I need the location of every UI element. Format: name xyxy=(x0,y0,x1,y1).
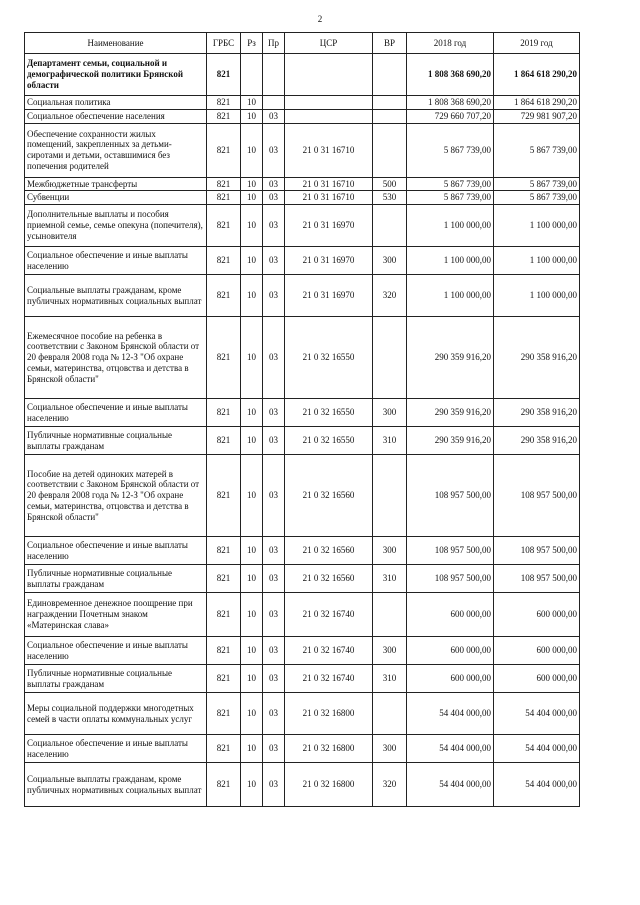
col-header-vr: ВР xyxy=(373,33,407,54)
cell-2018: 5 867 739,00 xyxy=(407,123,494,177)
cell-vr xyxy=(373,54,407,96)
cell-name: Социальное обеспечение и иные выплаты населению xyxy=(25,399,207,427)
cell-name: Пособие на детей одиноких матерей в соответствии с Законом Брянской области от 20 февраля 2008 года № 12-З "Об охране семьи, материнства, отцовства и детства в Брянской области" xyxy=(25,455,207,537)
table-row xyxy=(25,275,580,317)
cell-2018: 54 404 000,00 xyxy=(407,763,494,807)
table-body xyxy=(25,54,580,807)
cell-csr xyxy=(285,109,373,123)
cell-pr: 03 xyxy=(263,177,285,191)
cell-rz: 10 xyxy=(241,275,263,317)
table-row xyxy=(25,123,580,177)
cell-grbs: 821 xyxy=(207,205,241,247)
cell-name: Дополнительные выплаты и пособия приемной семье, семье опекуна (попечителя), усыновителя xyxy=(25,205,207,247)
cell-vr xyxy=(373,123,407,177)
cell-grbs: 821 xyxy=(207,191,241,205)
cell-grbs: 821 xyxy=(207,109,241,123)
cell-csr: 21 0 31 16970 xyxy=(285,275,373,317)
cell-pr: 03 xyxy=(263,637,285,665)
table-row xyxy=(25,205,580,247)
cell-vr: 320 xyxy=(373,763,407,807)
table-row xyxy=(25,455,580,537)
cell-vr: 310 xyxy=(373,427,407,455)
cell-2018: 1 100 000,00 xyxy=(407,275,494,317)
cell-grbs: 821 xyxy=(207,763,241,807)
cell-grbs: 821 xyxy=(207,317,241,399)
header-row xyxy=(25,33,580,54)
col-header-grbs: ГРБС xyxy=(207,33,241,54)
cell-pr xyxy=(263,96,285,110)
cell-csr: 21 0 31 16710 xyxy=(285,123,373,177)
cell-name: Социальные выплаты гражданам, кроме публичных нормативных социальных выплат xyxy=(25,763,207,807)
cell-vr: 320 xyxy=(373,275,407,317)
cell-name: Единовременное денежное поощрение при награждении Почетным знаком «Материнская слава» xyxy=(25,593,207,637)
cell-name: Публичные нормативные социальные выплаты гражданам xyxy=(25,427,207,455)
cell-pr: 03 xyxy=(263,537,285,565)
cell-name: Социальное обеспечение и иные выплаты населению xyxy=(25,537,207,565)
col-header-csr: ЦСР xyxy=(285,33,373,54)
cell-vr: 530 xyxy=(373,191,407,205)
cell-name: Публичные нормативные социальные выплаты гражданам xyxy=(25,565,207,593)
cell-2019: 1 100 000,00 xyxy=(494,247,580,275)
cell-pr: 03 xyxy=(263,693,285,735)
cell-grbs: 821 xyxy=(207,735,241,763)
cell-vr: 500 xyxy=(373,177,407,191)
cell-csr: 21 0 32 16550 xyxy=(285,427,373,455)
col-header-2018: 2018 год xyxy=(407,33,494,54)
cell-csr xyxy=(285,96,373,110)
cell-2018: 290 359 916,20 xyxy=(407,399,494,427)
col-header-name: Наименование xyxy=(25,33,207,54)
page-number: 2 xyxy=(317,14,323,24)
cell-2019: 5 867 739,00 xyxy=(494,191,580,205)
table-row xyxy=(25,191,580,205)
table-row xyxy=(25,399,580,427)
cell-2018: 108 957 500,00 xyxy=(407,565,494,593)
cell-grbs: 821 xyxy=(207,177,241,191)
cell-pr: 03 xyxy=(263,247,285,275)
cell-2019: 1 864 618 290,20 xyxy=(494,54,580,96)
cell-csr: 21 0 32 16560 xyxy=(285,565,373,593)
cell-rz: 10 xyxy=(241,399,263,427)
cell-rz: 10 xyxy=(241,427,263,455)
cell-grbs: 821 xyxy=(207,593,241,637)
cell-2018: 600 000,00 xyxy=(407,665,494,693)
cell-2018: 108 957 500,00 xyxy=(407,537,494,565)
cell-rz: 10 xyxy=(241,191,263,205)
col-header-pr: Пр xyxy=(263,33,285,54)
cell-csr xyxy=(285,54,373,96)
col-header-rz: Рз xyxy=(241,33,263,54)
cell-vr xyxy=(373,593,407,637)
cell-2018: 5 867 739,00 xyxy=(407,191,494,205)
cell-grbs: 821 xyxy=(207,427,241,455)
cell-rz: 10 xyxy=(241,109,263,123)
cell-2018: 1 100 000,00 xyxy=(407,247,494,275)
cell-grbs: 821 xyxy=(207,275,241,317)
cell-2019: 54 404 000,00 xyxy=(494,763,580,807)
cell-name: Ежемесячное пособие на ребенка в соответствии с Законом Брянской области от 20 февраля 2008 года № 12-З "Об охране семьи, материнства, отцовства и детства в Брянской области" xyxy=(25,317,207,399)
cell-rz: 10 xyxy=(241,637,263,665)
cell-name: Социальное обеспечение и иные выплаты населению xyxy=(25,637,207,665)
cell-2018: 1 808 368 690,20 xyxy=(407,54,494,96)
cell-rz: 10 xyxy=(241,317,263,399)
cell-2019: 1 864 618 290,20 xyxy=(494,96,580,110)
cell-vr xyxy=(373,205,407,247)
cell-2019: 729 981 907,20 xyxy=(494,109,580,123)
cell-pr: 03 xyxy=(263,455,285,537)
table-row xyxy=(25,96,580,110)
cell-pr: 03 xyxy=(263,665,285,693)
cell-vr xyxy=(373,109,407,123)
table-row xyxy=(25,537,580,565)
cell-csr: 21 0 31 16970 xyxy=(285,205,373,247)
cell-pr: 03 xyxy=(263,275,285,317)
cell-pr: 03 xyxy=(263,109,285,123)
cell-name: Социальная политика xyxy=(25,96,207,110)
cell-pr: 03 xyxy=(263,593,285,637)
cell-rz: 10 xyxy=(241,205,263,247)
table-row xyxy=(25,593,580,637)
cell-name: Социальное обеспечение населения xyxy=(25,109,207,123)
cell-2019: 54 404 000,00 xyxy=(494,735,580,763)
cell-name: Субвенции xyxy=(25,191,207,205)
cell-2019: 108 957 500,00 xyxy=(494,565,580,593)
cell-grbs: 821 xyxy=(207,96,241,110)
cell-csr: 21 0 31 16710 xyxy=(285,177,373,191)
cell-2019: 5 867 739,00 xyxy=(494,177,580,191)
cell-2019: 290 358 916,20 xyxy=(494,399,580,427)
cell-2019: 290 358 916,20 xyxy=(494,427,580,455)
cell-csr: 21 0 32 16550 xyxy=(285,317,373,399)
table-row xyxy=(25,317,580,399)
table-row xyxy=(25,735,580,763)
cell-rz: 10 xyxy=(241,96,263,110)
cell-pr: 03 xyxy=(263,399,285,427)
cell-name: Меры социальной поддержки многодетных семей в части оплаты коммунальных услуг xyxy=(25,693,207,735)
cell-vr: 300 xyxy=(373,735,407,763)
cell-2018: 54 404 000,00 xyxy=(407,693,494,735)
cell-2019: 54 404 000,00 xyxy=(494,693,580,735)
cell-name: Социальные выплаты гражданам, кроме публичных нормативных социальных выплат xyxy=(25,275,207,317)
table-row xyxy=(25,247,580,275)
cell-grbs: 821 xyxy=(207,565,241,593)
cell-csr: 21 0 32 16800 xyxy=(285,763,373,807)
cell-pr: 03 xyxy=(263,123,285,177)
cell-grbs: 821 xyxy=(207,637,241,665)
table-row xyxy=(25,54,580,96)
cell-name: Обеспечение сохранности жилых помещений, закрепленных за детьми-сиротами и детьми, оставшимися без попечения родителей xyxy=(25,123,207,177)
cell-2018: 1 100 000,00 xyxy=(407,205,494,247)
cell-csr: 21 0 32 16800 xyxy=(285,693,373,735)
cell-rz: 10 xyxy=(241,593,263,637)
table-row xyxy=(25,665,580,693)
cell-pr: 03 xyxy=(263,763,285,807)
cell-rz: 10 xyxy=(241,565,263,593)
cell-vr: 300 xyxy=(373,537,407,565)
cell-pr xyxy=(263,54,285,96)
cell-vr: 310 xyxy=(373,565,407,593)
cell-2019: 5 867 739,00 xyxy=(494,123,580,177)
cell-csr: 21 0 31 16970 xyxy=(285,247,373,275)
table-row xyxy=(25,693,580,735)
cell-csr: 21 0 32 16740 xyxy=(285,593,373,637)
cell-2019: 108 957 500,00 xyxy=(494,455,580,537)
cell-vr xyxy=(373,455,407,537)
cell-pr: 03 xyxy=(263,191,285,205)
cell-grbs: 821 xyxy=(207,54,241,96)
cell-name: Публичные нормативные социальные выплаты гражданам xyxy=(25,665,207,693)
cell-2019: 1 100 000,00 xyxy=(494,205,580,247)
cell-vr: 300 xyxy=(373,637,407,665)
table-row xyxy=(25,637,580,665)
cell-name: Межбюджетные трансферты xyxy=(25,177,207,191)
cell-rz: 10 xyxy=(241,665,263,693)
cell-grbs: 821 xyxy=(207,123,241,177)
cell-csr: 21 0 32 16550 xyxy=(285,399,373,427)
cell-2018: 5 867 739,00 xyxy=(407,177,494,191)
table-row xyxy=(25,565,580,593)
cell-2019: 1 100 000,00 xyxy=(494,275,580,317)
cell-grbs: 821 xyxy=(207,247,241,275)
table-row xyxy=(25,427,580,455)
cell-rz: 10 xyxy=(241,177,263,191)
cell-rz: 10 xyxy=(241,123,263,177)
cell-grbs: 821 xyxy=(207,665,241,693)
cell-pr: 03 xyxy=(263,735,285,763)
cell-grbs: 821 xyxy=(207,455,241,537)
cell-vr xyxy=(373,693,407,735)
cell-pr: 03 xyxy=(263,427,285,455)
cell-vr xyxy=(373,96,407,110)
cell-csr: 21 0 32 16560 xyxy=(285,455,373,537)
cell-csr: 21 0 32 16560 xyxy=(285,537,373,565)
cell-rz: 10 xyxy=(241,763,263,807)
cell-2018: 290 359 916,20 xyxy=(407,317,494,399)
cell-rz: 10 xyxy=(241,537,263,565)
cell-pr: 03 xyxy=(263,565,285,593)
cell-2019: 108 957 500,00 xyxy=(494,537,580,565)
cell-pr: 03 xyxy=(263,205,285,247)
cell-grbs: 821 xyxy=(207,537,241,565)
cell-2018: 290 359 916,20 xyxy=(407,427,494,455)
cell-2019: 600 000,00 xyxy=(494,637,580,665)
cell-name: Социальное обеспечение и иные выплаты населению xyxy=(25,247,207,275)
cell-grbs: 821 xyxy=(207,693,241,735)
cell-vr: 300 xyxy=(373,247,407,275)
cell-2018: 108 957 500,00 xyxy=(407,455,494,537)
cell-2019: 600 000,00 xyxy=(494,665,580,693)
cell-rz: 10 xyxy=(241,247,263,275)
cell-rz xyxy=(241,54,263,96)
cell-rz: 10 xyxy=(241,693,263,735)
cell-name: Социальное обеспечение и иные выплаты населению xyxy=(25,735,207,763)
cell-name: Департамент семьи, социальной и демографической политики Брянской области xyxy=(25,54,207,96)
cell-pr: 03 xyxy=(263,317,285,399)
cell-2018: 600 000,00 xyxy=(407,593,494,637)
cell-csr: 21 0 31 16710 xyxy=(285,191,373,205)
cell-grbs: 821 xyxy=(207,399,241,427)
cell-2018: 54 404 000,00 xyxy=(407,735,494,763)
cell-2019: 600 000,00 xyxy=(494,593,580,637)
cell-vr: 310 xyxy=(373,665,407,693)
cell-2018: 729 660 707,20 xyxy=(407,109,494,123)
cell-vr xyxy=(373,317,407,399)
cell-rz: 10 xyxy=(241,455,263,537)
cell-rz: 10 xyxy=(241,735,263,763)
cell-vr: 300 xyxy=(373,399,407,427)
table-row xyxy=(25,177,580,191)
table-row xyxy=(25,763,580,807)
cell-2019: 290 358 916,20 xyxy=(494,317,580,399)
cell-csr: 21 0 32 16740 xyxy=(285,637,373,665)
table-row xyxy=(25,109,580,123)
cell-2018: 1 808 368 690,20 xyxy=(407,96,494,110)
cell-csr: 21 0 32 16740 xyxy=(285,665,373,693)
cell-csr: 21 0 32 16800 xyxy=(285,735,373,763)
budget-table xyxy=(24,32,580,807)
col-header-2019: 2019 год xyxy=(494,33,580,54)
cell-2018: 600 000,00 xyxy=(407,637,494,665)
